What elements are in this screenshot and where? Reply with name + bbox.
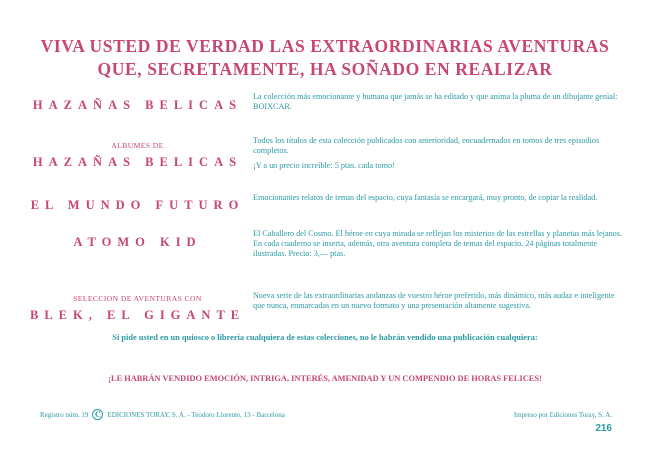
collection-title: ATOMO KID (73, 235, 202, 249)
collection-el-mundo-futuro (30, 198, 245, 213)
collection-albumes-hazanas-belicas (30, 141, 245, 170)
headline-line-1: VIVA USTED DE VERDAD LAS EXTRAORDINARIAS AVENTURAS (40, 36, 610, 56)
collection-hazanas-belicas (30, 98, 245, 113)
description-paragraph: Todos los títulos de esta colección publicados con anterioridad, encuadernados en tomos de tres episodios completos. (253, 136, 600, 156)
description-paragraph: En cada cuaderno se inserta, además, otra aventura completa de temas del espacio. 24 páginas totalmente ilustradas. Precio: 3,— ptas. (253, 239, 598, 259)
headline-line-2: QUE, SECRETAMENTE, HA SOÑADO EN REALIZAR (97, 59, 553, 79)
collection-subtitle: SELECCION DE AVENTURAS CON (73, 294, 202, 303)
description-paragraph: Nueva serie de las extraordinarias andanzas de vuestro héroe preferido, más dinámico, más audaz e inteligente que nunca, enmarcadas en un nuevo formato y una presentación altamente sugestiva. (253, 291, 615, 311)
collection-title: HAZAÑAS BELICAS (32, 98, 243, 112)
collection-title: BLEK, EL GIGANTE (30, 308, 246, 322)
imprint (40, 409, 285, 420)
page-number: 216 (595, 423, 612, 434)
collection-description (253, 291, 625, 311)
printed-by: Impreso por Ediciones Toray, S. A. (513, 411, 612, 419)
collection-subtitle: ALBUMES DE (111, 141, 164, 150)
collection-atomo-kid (30, 235, 245, 250)
registro-number: Registro núm. 19 (40, 410, 89, 419)
description-paragraph: La colección más emocionante y humana que jamás se ha editado y que anima la pluma de un dibujante genial: BOIXCAR. (253, 92, 618, 112)
description-paragraph: ¡Y a un precio increíble: 5 ptas. cada tomo! (253, 161, 395, 171)
collection-blek-el-gigante (30, 294, 245, 323)
collection-title: EL MUNDO FUTURO (30, 198, 245, 212)
collection-description (253, 193, 625, 203)
copyright-icon: C (92, 409, 103, 420)
collection-description (253, 229, 625, 260)
collection-description (253, 136, 625, 172)
description-paragraph: El Caballero del Cosmo. El héroe en cuya mirada se reflejan los misterios de las estrellas y planetas más lejanos. (253, 229, 623, 238)
footer-note: Si pide usted en un quiosco o librería cualquiera de estas colecciones, no le habrán vendido una publicación cualquiera: (112, 333, 538, 342)
slogan: ¡LE HABRÁN VENDIDO EMOCIÓN, INTRIGA, INTERÉS, AMENIDAD Y UN COMPENDIO DE HORAS FELICES! (108, 374, 542, 383)
collection-title: HAZAÑAS BELICAS (32, 155, 243, 169)
collection-description (253, 92, 625, 112)
description-paragraph: Emocionantes relatos de temas del espacio, cuya fantasía se encargará, muy pronto, de copiar la realidad. (253, 193, 598, 202)
publisher-info: EDICIONES TORAY, S. A. - Teodoro Llorente, 13 - Barcelona (107, 410, 285, 419)
